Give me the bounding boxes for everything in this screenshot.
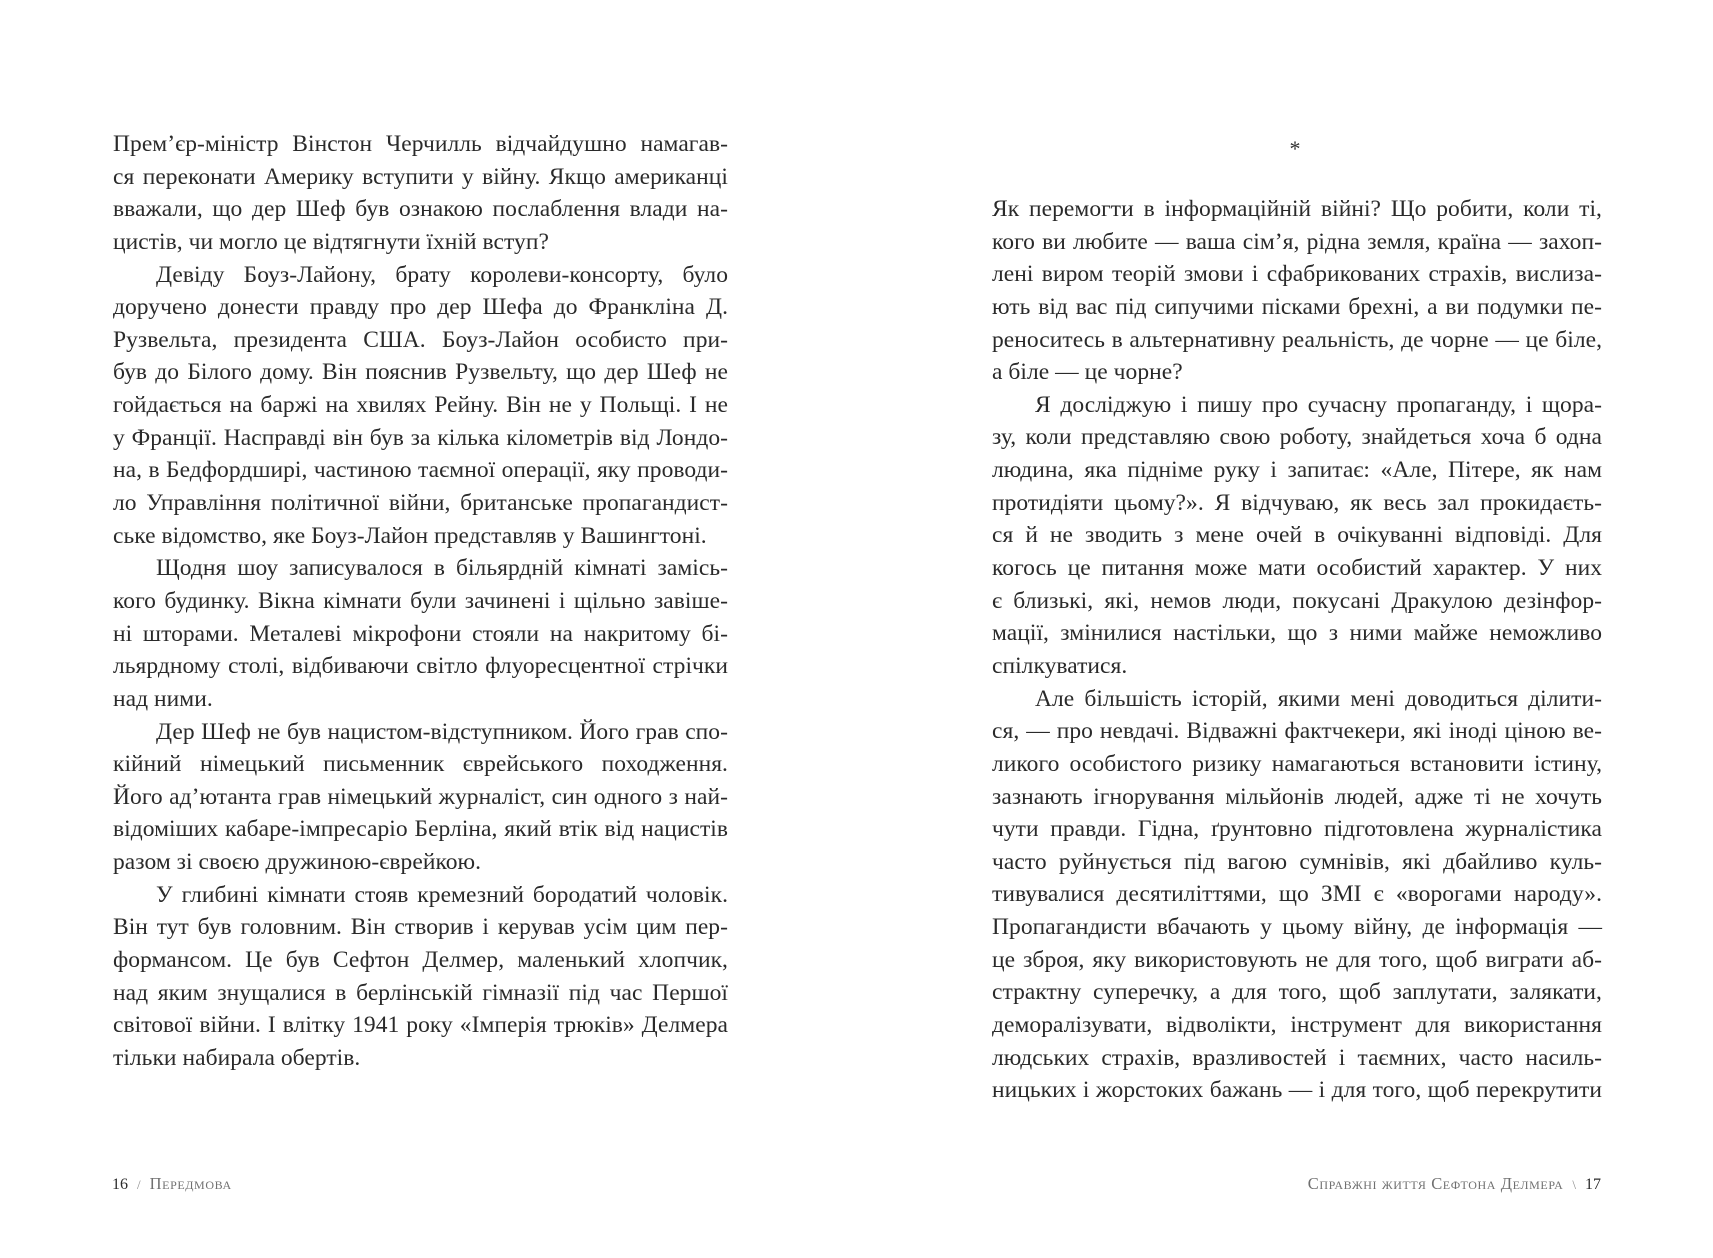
text-line: часто руйнується під вагою сумнівів, які дбайливо куль-	[992, 848, 1602, 875]
right-page	[857, 0, 1713, 1258]
text-line: зазнають ігнорування мільйонів людей, адже ті не хочуть	[992, 783, 1602, 810]
text-line: світової війни. І влітку 1941 року «Імперія трюків» Делмера	[113, 1012, 728, 1039]
text-line: деморалізувати, відволікти, інструмент для використання	[992, 1012, 1602, 1039]
paragraph-first-line: Девіду Боуз-Лайону, брату королеви-консорту, було	[156, 261, 728, 288]
paragraph-first-line: Дер Шеф не був нацистом-відступником. Його грав спо-	[156, 718, 728, 745]
left-page	[0, 0, 856, 1258]
left-page-footer	[112, 1174, 232, 1195]
text-line: ницьких і жорстоких бажань — і для того, щоб перекрутити	[992, 1077, 1602, 1104]
text-line: вважали, що дер Шеф був ознакою послаблення влади на-	[113, 196, 728, 223]
text-line: ся й не зводить з мене очей в очікуванні відповіді. Для	[992, 522, 1602, 549]
footer-separator: /	[137, 1177, 141, 1192]
text-line: Його ад’ютанта грав німецький журналіст, син одного з най-	[113, 783, 728, 810]
text-line: ло Управління політичної війни, британське пропагандист-	[113, 490, 728, 517]
right-page-body	[992, 193, 1602, 1107]
text-line: кого ви любите — ваша сім’я, рідна земля, країна — захоп-	[992, 228, 1602, 255]
text-line: разом зі своєю дружиною-єврейкою.	[113, 849, 482, 876]
text-line: кого будинку. Вікна кімнати були зачинені і щільно завіше-	[113, 587, 728, 614]
text-line: а біле — це чорне?	[992, 359, 1183, 386]
text-line: це зброя, яку використовують не для того, щоб виграти аб-	[992, 946, 1602, 973]
text-line: зу, коли представляю свою роботу, знайдеться хоча б одна	[992, 424, 1602, 451]
running-head: Справжні життя Сефтона Делмера	[1307, 1174, 1564, 1193]
text-line: Прем’єр-міністр Вінстон Черчилль відчайдушно намагав-	[113, 131, 728, 157]
text-line: людина, яка підніме руку і запитає: «Але, Пітере, як нам	[992, 457, 1602, 484]
paragraph-first-line: Щодня шоу записувалося в більярдній кімнаті замісь-	[156, 555, 728, 582]
text-line: тивувалися десятиліттями, що ЗМІ є «ворогами народу».	[992, 881, 1602, 908]
text-line: формансом. Це був Сефтон Делмер, маленький хлопчик,	[113, 947, 728, 974]
text-line: льярдному столі, відбиваючи світло флуоресцентної стрічки	[113, 653, 728, 680]
text-line: є близькі, які, немов люди, покусані Дракулою дезінфор-	[992, 587, 1602, 614]
paragraph-first-line: У глибині кімнати стояв кремезний бородатий чоловік.	[156, 881, 728, 908]
running-head: Передмова	[149, 1174, 232, 1193]
text-line: реноситесь в альтернативну реальність, де чорне — це біле,	[992, 326, 1602, 353]
text-line: ликого особистого ризику намагаються встановити істину,	[992, 750, 1602, 777]
footer-separator: \	[1572, 1177, 1576, 1192]
page-number: 16	[112, 1176, 128, 1193]
paragraph-first-line: Я досліджую і пишу про сучасну пропаганду, і щора-	[1035, 391, 1602, 418]
text-line: тільки набирала обертів.	[113, 1044, 361, 1071]
text-line: цистів, чи могло це відтягнути їхній вступ?	[113, 228, 549, 255]
text-line: був до Білого дому. Він пояснив Рузвельту, що дер Шеф не	[113, 359, 728, 386]
text-line: над ними.	[113, 685, 213, 712]
text-line: людських страхів, вразливостей і таємних, часто насиль-	[992, 1044, 1602, 1071]
text-line: лені виром теорій змови і сфабрикованих страхів, вислиза-	[992, 261, 1602, 288]
text-line: спілкуватися.	[992, 652, 1128, 679]
text-line: протидіяти цьому?». Я відчуваю, як весь зал прокидаєть-	[992, 489, 1602, 516]
text-line: Рузвельта, президента США. Боуз-Лайон особисто при-	[113, 326, 728, 353]
text-line: Він тут був головним. Він створив і керував усім цим пер-	[113, 914, 728, 941]
text-line: відоміших кабаре-імпресаріо Берліна, який втік від нацистів	[113, 816, 728, 843]
text-line: ся переконати Америку вступити у війну. Якщо американці	[113, 163, 728, 190]
text-line: Пропагандисти вбачають у цьому війну, де інформація —	[992, 914, 1602, 941]
text-line: кійний німецький письменник єврейського походження.	[113, 751, 728, 778]
page-number: 17	[1585, 1176, 1601, 1193]
text-line: Як перемогти в інформаційній війні? Що робити, коли ті,	[992, 196, 1602, 222]
text-line: ся, — про невдачі. Відважні фактчекери, які іноді ціною ве-	[992, 718, 1602, 745]
text-line: ське відомство, яке Боуз-Лайон представляв у Вашингтоні.	[113, 522, 707, 549]
text-line: доручено донести правду про дер Шефа до Франкліна Д.	[113, 294, 728, 321]
text-line: у Франції. Насправді він був за кілька кілометрів від Лондо-	[113, 424, 728, 451]
section-break-asterisk-icon: *	[1289, 136, 1301, 161]
text-line: на, в Бедфордширі, частиною таємної операції, яку проводи-	[113, 457, 728, 484]
text-line: ють від вас під сипучими пісками брехні, а ви подумки пе-	[992, 293, 1602, 320]
text-line: когось це питання може мати особистий характер. У них	[992, 555, 1602, 582]
right-page-footer	[1308, 1174, 1601, 1195]
text-line: чути правди. Гідна, ґрунтовно підготовлена журналістика	[992, 816, 1602, 843]
left-page-body	[113, 128, 728, 1075]
text-line: мації, змінилися настільки, що з ними майже неможливо	[992, 620, 1602, 647]
text-line: гойдається на баржі на хвилях Рейну. Він не у Польщі. І не	[113, 392, 728, 419]
text-line: страктну суперечку, а для того, щоб заплутати, залякати,	[992, 979, 1602, 1006]
text-line: над яким знущалися в берлінській гімназії під час Першої	[113, 979, 728, 1006]
paragraph-first-line: Але більшість історій, якими мені доводиться ділити-	[1035, 685, 1602, 712]
text-line: ні шторами. Металеві мікрофони стояли на накритому бі-	[113, 620, 728, 647]
